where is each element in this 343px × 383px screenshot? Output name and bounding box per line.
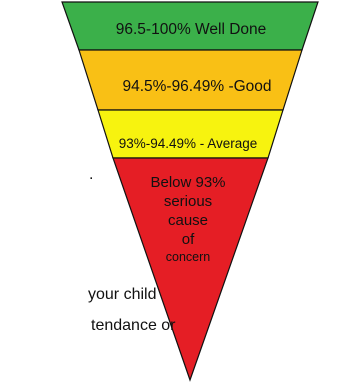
band-concern-line-2: serious <box>163 193 213 210</box>
side-text-period: . <box>89 166 94 183</box>
side-text-child: your child <box>88 286 157 303</box>
side-text-attendance: tendance or <box>91 317 176 334</box>
band-concern-line-5: concern <box>165 250 211 264</box>
band-good-label: 94.5%-96.49% -Good <box>122 78 272 95</box>
band-concern-line-4: of <box>181 231 195 248</box>
band-concern-line-1: Below 93% <box>150 174 226 191</box>
band-concern-line-3: cause <box>167 212 209 229</box>
band-average-label: 93%-94.49% - Average <box>118 136 258 151</box>
band-concern-label <box>140 173 236 265</box>
band-well-done-label: 96.5-100% Well Done <box>115 21 267 38</box>
